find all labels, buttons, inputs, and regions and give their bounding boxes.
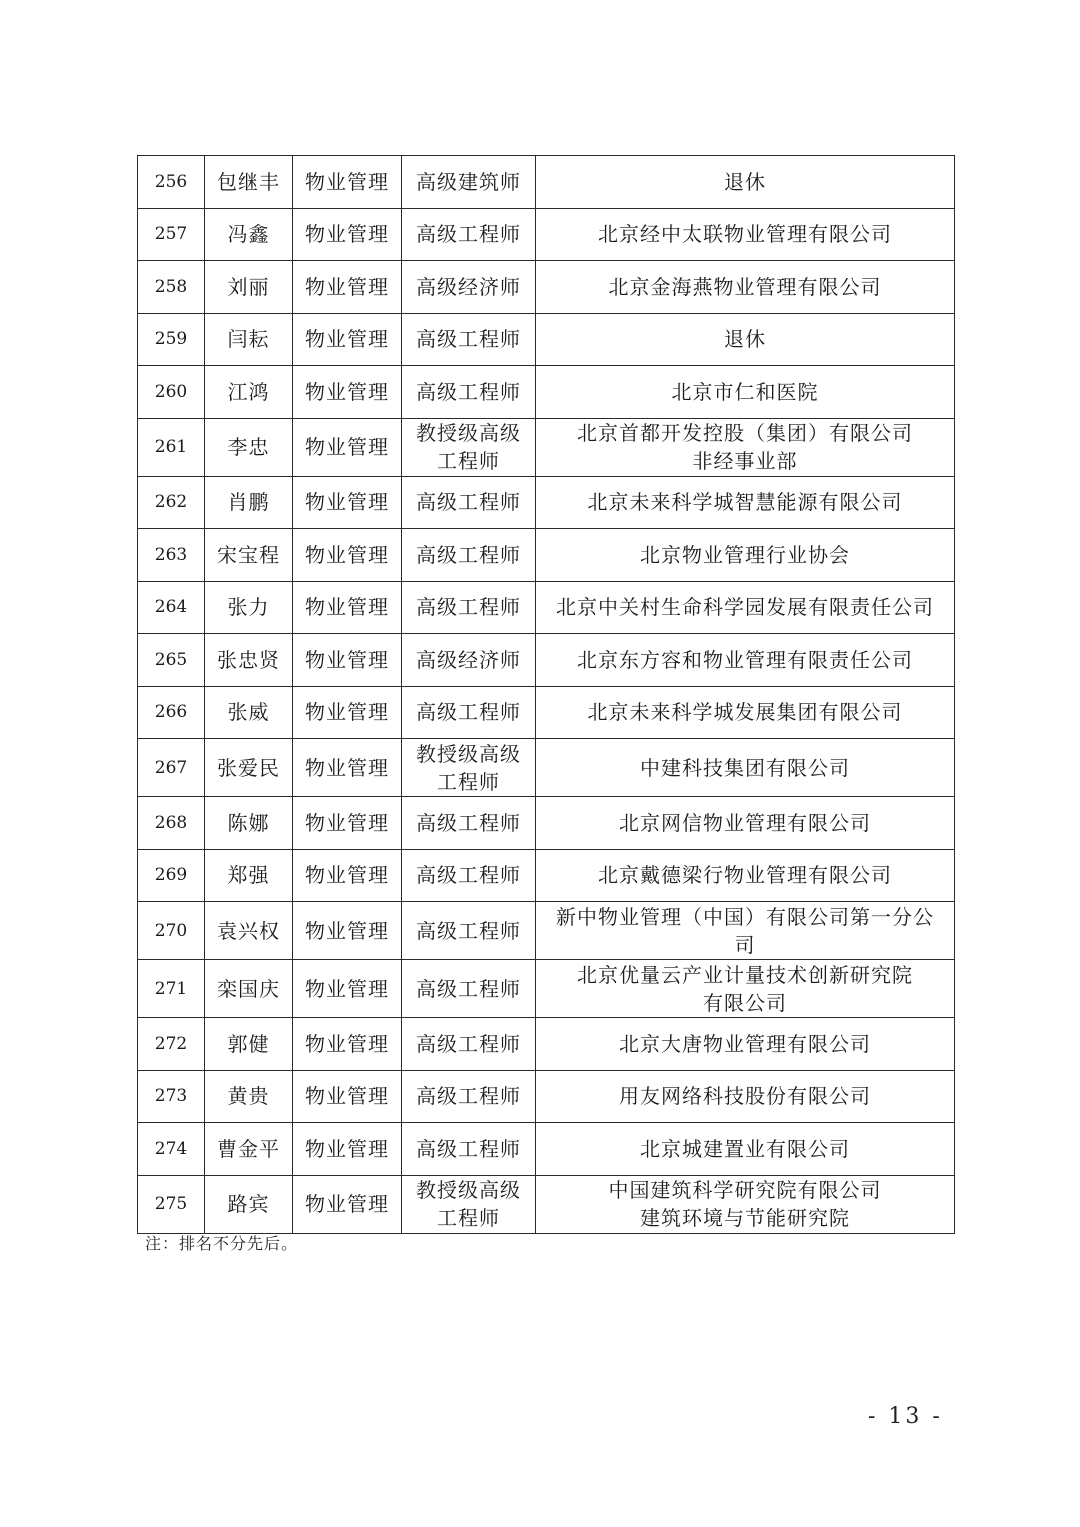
work-organization-line: 中国建筑科学研究院有限公司 xyxy=(608,1178,882,1202)
professional-title-line: 工程师 xyxy=(437,449,500,473)
table-row xyxy=(138,313,955,366)
person-name: 肖鹏 xyxy=(205,476,293,529)
row-number: 268 xyxy=(138,797,205,850)
row-number: 271 xyxy=(138,960,205,1018)
professional-title xyxy=(402,1070,536,1123)
professional-title xyxy=(402,261,536,314)
work-organization-line: 北京戴德梁行物业管理有限公司 xyxy=(598,863,892,888)
person-name: 江鸿 xyxy=(205,366,293,419)
person-name: 闫耘 xyxy=(205,313,293,366)
professional-title xyxy=(402,634,536,687)
table-row xyxy=(138,261,955,314)
row-number: 261 xyxy=(138,418,205,476)
professional-title-line: 高级工程师 xyxy=(416,918,521,943)
professional-title xyxy=(402,1018,536,1071)
professional-title-line: 高级工程师 xyxy=(416,1031,521,1056)
professional-title xyxy=(402,960,536,1018)
specialty-field: 物业管理 xyxy=(293,797,402,850)
work-organization-line: 北京未来科学城智慧能源有限公司 xyxy=(587,490,903,515)
row-number: 273 xyxy=(138,1070,205,1123)
row-number: 256 xyxy=(138,156,205,209)
work-organization xyxy=(536,1018,955,1071)
expert-roster-table xyxy=(137,155,955,1234)
specialty-field: 物业管理 xyxy=(293,208,402,261)
work-organization xyxy=(536,1123,955,1176)
row-number: 274 xyxy=(138,1123,205,1176)
professional-title xyxy=(402,797,536,850)
work-organization xyxy=(536,634,955,687)
person-name: 曹金平 xyxy=(205,1123,293,1176)
specialty-field: 物业管理 xyxy=(293,902,402,960)
specialty-field: 物业管理 xyxy=(293,313,402,366)
person-name: 栾国庆 xyxy=(205,960,293,1018)
professional-title-line: 高级工程师 xyxy=(416,542,521,567)
row-number: 265 xyxy=(138,634,205,687)
work-organization xyxy=(536,366,955,419)
professional-title-line: 高级工程师 xyxy=(416,863,521,888)
professional-title-line: 高级经济师 xyxy=(416,647,521,672)
row-number: 275 xyxy=(138,1175,205,1233)
professional-title xyxy=(402,849,536,902)
work-organization-line: 退休 xyxy=(724,169,766,194)
table-row xyxy=(138,156,955,209)
table-row xyxy=(138,634,955,687)
person-name: 路宾 xyxy=(205,1175,293,1233)
professional-title xyxy=(402,1123,536,1176)
table-row xyxy=(138,1123,955,1176)
row-number: 262 xyxy=(138,476,205,529)
professional-title xyxy=(402,686,536,739)
person-name: 张爱民 xyxy=(205,739,293,797)
professional-title-line: 高级经济师 xyxy=(416,274,521,299)
professional-title-line: 高级工程师 xyxy=(416,327,521,352)
person-name: 张威 xyxy=(205,686,293,739)
professional-title-line: 教授级高级 xyxy=(416,1178,521,1202)
table-row xyxy=(138,208,955,261)
work-organization-line: 非经事业部 xyxy=(692,449,798,473)
specialty-field: 物业管理 xyxy=(293,1018,402,1071)
professional-title xyxy=(402,366,536,419)
work-organization xyxy=(536,529,955,582)
work-organization xyxy=(536,849,955,902)
work-organization xyxy=(536,902,955,960)
person-name: 李忠 xyxy=(205,418,293,476)
specialty-field: 物业管理 xyxy=(293,261,402,314)
work-organization-line: 北京城建置业有限公司 xyxy=(640,1136,850,1161)
work-organization-line: 北京东方容和物业管理有限责任公司 xyxy=(577,647,913,672)
work-organization-line: 北京未来科学城发展集团有限公司 xyxy=(587,700,903,725)
work-organization xyxy=(536,208,955,261)
specialty-field: 物业管理 xyxy=(293,418,402,476)
work-organization xyxy=(536,1175,955,1233)
professional-title xyxy=(402,581,536,634)
person-name: 陈娜 xyxy=(205,797,293,850)
professional-title xyxy=(402,476,536,529)
person-name: 刘丽 xyxy=(205,261,293,314)
row-number: 266 xyxy=(138,686,205,739)
row-number: 259 xyxy=(138,313,205,366)
specialty-field: 物业管理 xyxy=(293,849,402,902)
table-row xyxy=(138,581,955,634)
work-organization-line: 司 xyxy=(734,932,756,957)
person-name: 包继丰 xyxy=(205,156,293,209)
professional-title xyxy=(402,1175,536,1233)
row-number: 264 xyxy=(138,581,205,634)
professional-title xyxy=(402,902,536,960)
professional-title xyxy=(402,156,536,209)
specialty-field: 物业管理 xyxy=(293,476,402,529)
specialty-field: 物业管理 xyxy=(293,634,402,687)
table-row xyxy=(138,1070,955,1123)
professional-title-line: 工程师 xyxy=(437,1206,500,1230)
work-organization xyxy=(536,686,955,739)
work-organization-line: 北京中关村生命科学园发展有限责任公司 xyxy=(556,595,934,620)
table-row xyxy=(138,1018,955,1071)
person-name: 宋宝程 xyxy=(205,529,293,582)
table-row xyxy=(138,686,955,739)
professional-title xyxy=(402,313,536,366)
table-row xyxy=(138,476,955,529)
professional-title xyxy=(402,529,536,582)
work-organization xyxy=(536,313,955,366)
specialty-field: 物业管理 xyxy=(293,960,402,1018)
work-organization-line: 有限公司 xyxy=(703,990,787,1015)
work-organization xyxy=(536,156,955,209)
work-organization-line: 建筑环境与节能研究院 xyxy=(640,1206,850,1230)
work-organization xyxy=(536,261,955,314)
table-row xyxy=(138,1175,955,1233)
row-number: 258 xyxy=(138,261,205,314)
professional-title-line: 高级工程师 xyxy=(416,700,521,725)
footnote: 注：排名不分先后。 xyxy=(145,1234,299,1253)
specialty-field: 物业管理 xyxy=(293,739,402,797)
table-row xyxy=(138,418,955,476)
row-number: 269 xyxy=(138,849,205,902)
person-name: 张忠贤 xyxy=(205,634,293,687)
professional-title-line: 高级工程师 xyxy=(416,379,521,404)
professional-title xyxy=(402,208,536,261)
professional-title-line: 高级工程师 xyxy=(416,976,521,1001)
specialty-field: 物业管理 xyxy=(293,366,402,419)
work-organization xyxy=(536,960,955,1018)
specialty-field: 物业管理 xyxy=(293,529,402,582)
person-name: 郑强 xyxy=(205,849,293,902)
specialty-field: 物业管理 xyxy=(293,156,402,209)
work-organization xyxy=(536,797,955,850)
work-organization xyxy=(536,476,955,529)
work-organization-line: 北京首都开发控股（集团）有限公司 xyxy=(577,421,913,445)
specialty-field: 物业管理 xyxy=(293,1123,402,1176)
table-row xyxy=(138,849,955,902)
person-name: 郭健 xyxy=(205,1018,293,1071)
professional-title-line: 教授级高级 xyxy=(416,421,521,445)
page-number: - 13 - xyxy=(868,1404,943,1429)
row-number: 263 xyxy=(138,529,205,582)
table-row xyxy=(138,960,955,1018)
specialty-field: 物业管理 xyxy=(293,686,402,739)
work-organization-line: 北京网信物业管理有限公司 xyxy=(619,810,871,835)
table-row xyxy=(138,739,955,797)
work-organization-line: 退休 xyxy=(724,327,766,352)
table-row xyxy=(138,529,955,582)
professional-title-line: 高级工程师 xyxy=(416,1136,521,1161)
table-row xyxy=(138,366,955,419)
work-organization-line: 北京经中太联物业管理有限公司 xyxy=(598,222,892,247)
professional-title-line: 工程师 xyxy=(437,769,500,794)
professional-title xyxy=(402,739,536,797)
work-organization-line: 中建科技集团有限公司 xyxy=(640,755,850,780)
row-number: 272 xyxy=(138,1018,205,1071)
row-number: 270 xyxy=(138,902,205,960)
table-row xyxy=(138,902,955,960)
work-organization xyxy=(536,418,955,476)
professional-title-line: 高级工程师 xyxy=(416,490,521,515)
professional-title-line: 高级工程师 xyxy=(416,1084,521,1109)
person-name: 冯鑫 xyxy=(205,208,293,261)
row-number: 267 xyxy=(138,739,205,797)
work-organization xyxy=(536,739,955,797)
row-number: 257 xyxy=(138,208,205,261)
work-organization xyxy=(536,581,955,634)
professional-title-line: 高级工程师 xyxy=(416,595,521,620)
work-organization-line: 北京市仁和医院 xyxy=(671,379,819,404)
person-name: 黄贵 xyxy=(205,1070,293,1123)
work-organization-line: 北京大唐物业管理有限公司 xyxy=(619,1031,871,1056)
row-number: 260 xyxy=(138,366,205,419)
work-organization-line: 北京物业管理行业协会 xyxy=(640,542,850,567)
table-row xyxy=(138,797,955,850)
professional-title-line: 高级建筑师 xyxy=(416,169,521,194)
professional-title xyxy=(402,418,536,476)
professional-title-line: 教授级高级 xyxy=(416,741,521,766)
specialty-field: 物业管理 xyxy=(293,1175,402,1233)
professional-title-line: 高级工程师 xyxy=(416,810,521,835)
work-organization xyxy=(536,1070,955,1123)
specialty-field: 物业管理 xyxy=(293,1070,402,1123)
work-organization-line: 北京优量云产业计量技术创新研究院 xyxy=(577,962,913,987)
work-organization-line: 用友网络科技股份有限公司 xyxy=(619,1084,871,1109)
person-name: 张力 xyxy=(205,581,293,634)
specialty-field: 物业管理 xyxy=(293,581,402,634)
work-organization-line: 新中物业管理（中国）有限公司第一分公 xyxy=(556,904,934,929)
roster-body xyxy=(138,156,955,1234)
work-organization-line: 北京金海燕物业管理有限公司 xyxy=(608,274,882,299)
professional-title-line: 高级工程师 xyxy=(416,222,521,247)
person-name: 袁兴权 xyxy=(205,902,293,960)
